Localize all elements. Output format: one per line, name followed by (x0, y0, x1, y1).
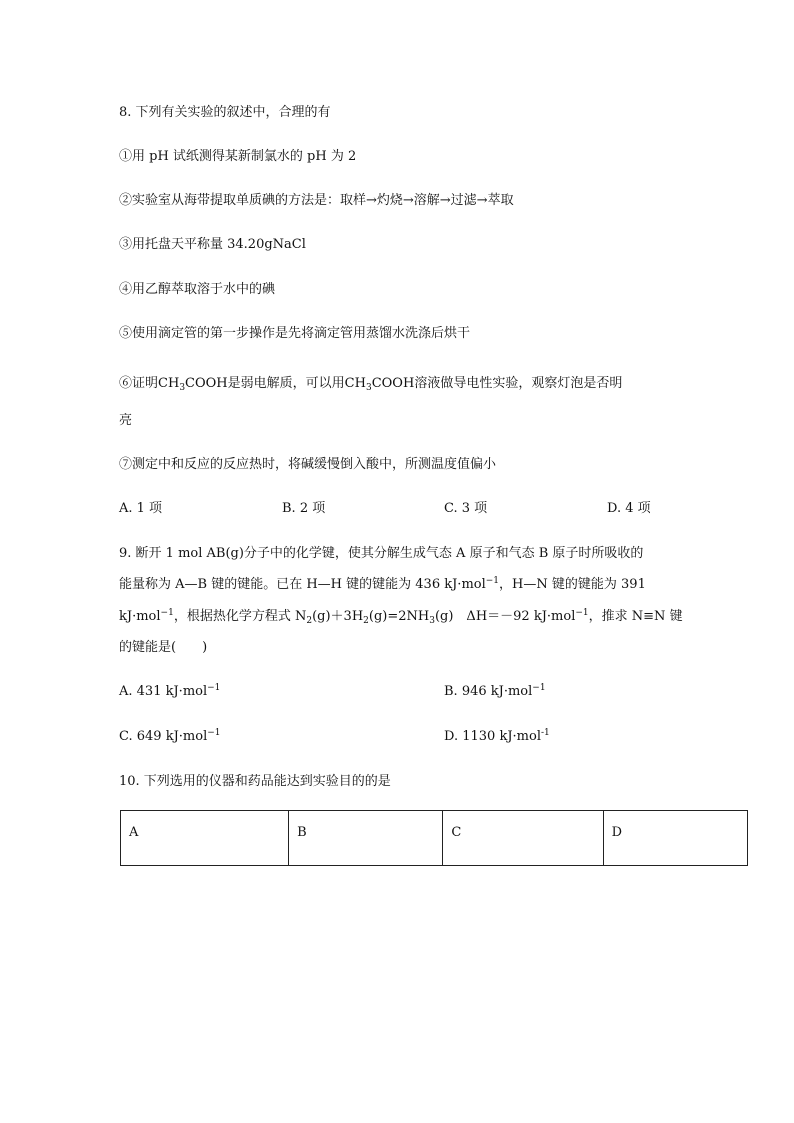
formula-ch3cooh: $CH_3COOH$ (344, 376, 415, 393)
q8-item-1: ①用 pH 试纸测得某新制氯水的 pH 为 2 (119, 149, 357, 164)
q9-line-4: 的键能是( ) (119, 640, 208, 655)
q8-option-a: A. 1 项 (119, 501, 163, 516)
table-header-c: C (443, 811, 603, 866)
q9-line-2: 能量称为 A—B 键的键能。已在 H—H 键的键能为 436 kJ·mol$^{-1}$，H—N 键的键能为 391 (119, 576, 646, 592)
q8-item-7: ⑦测定中和反应的反应热时，将碱缓慢倒入酸中，所测温度值偏小 (119, 457, 497, 472)
q8-item-2: ②实验室从海带提取单质碘的方法是：取样→灼烧→溶解→过滤→萃取 (119, 193, 514, 208)
q8-stem: 8. 下列有关实验的叙述中，合理的有 (119, 105, 331, 120)
q9-line-1: 9. 断开 1 mol AB(g)分子中的化学键，使其分解生成气态 A 原子和气态 B 原子时所吸收的 (119, 546, 644, 561)
q10-answer-table (120, 810, 748, 866)
q9-option-b: B. 946 kJ·mol$^{-1}$ (444, 683, 546, 699)
q8-option-b: B. 2 项 (282, 501, 326, 516)
table-header-b: B (289, 811, 443, 866)
q10-stem: 10. 下列选用的仪器和药品能达到实验目的的是 (119, 774, 391, 789)
table-row (121, 811, 748, 866)
q8-item-6-cont: 亮 (119, 413, 133, 428)
q8-item-3: ③用托盘天平称量 34.20gNaCl (119, 237, 306, 252)
q9-option-c: C. 649 kJ·mol$^{-1}$ (119, 728, 221, 744)
q8-option-c: C. 3 项 (444, 501, 488, 516)
q8-option-d: D. 4 项 (607, 501, 651, 516)
q9-option-a: A. 431 kJ·mol$^{-1}$ (119, 683, 221, 699)
q9-option-d: D. 1130 kJ·mol$^{-1}$ (444, 728, 550, 744)
table-header-d: D (603, 811, 747, 866)
q9-line-3: kJ·mol$^{-1}$，根据热化学方程式 $N_2(g)+3H_2(g)=2NH_3(g)$ ΔH＝－92 kJ·mol$^{-1}$，推求 N≡N 键 (119, 608, 683, 626)
q8-item-6: ⑥证明$CH_3COOH$是弱电解质，可以用$CH_3COOH$溶液做导电性实验，观察灯泡是否明 (119, 376, 623, 393)
table-header-a: A (121, 811, 289, 866)
q8-item-5: ⑤使用滴定管的第一步操作是先将滴定管用蒸馏水洗涤后烘干 (119, 326, 471, 341)
formula-ch3cooh: $CH_3COOH$ (158, 376, 228, 393)
q8-item-4: ④用乙醇萃取溶于水中的碘 (119, 282, 276, 297)
